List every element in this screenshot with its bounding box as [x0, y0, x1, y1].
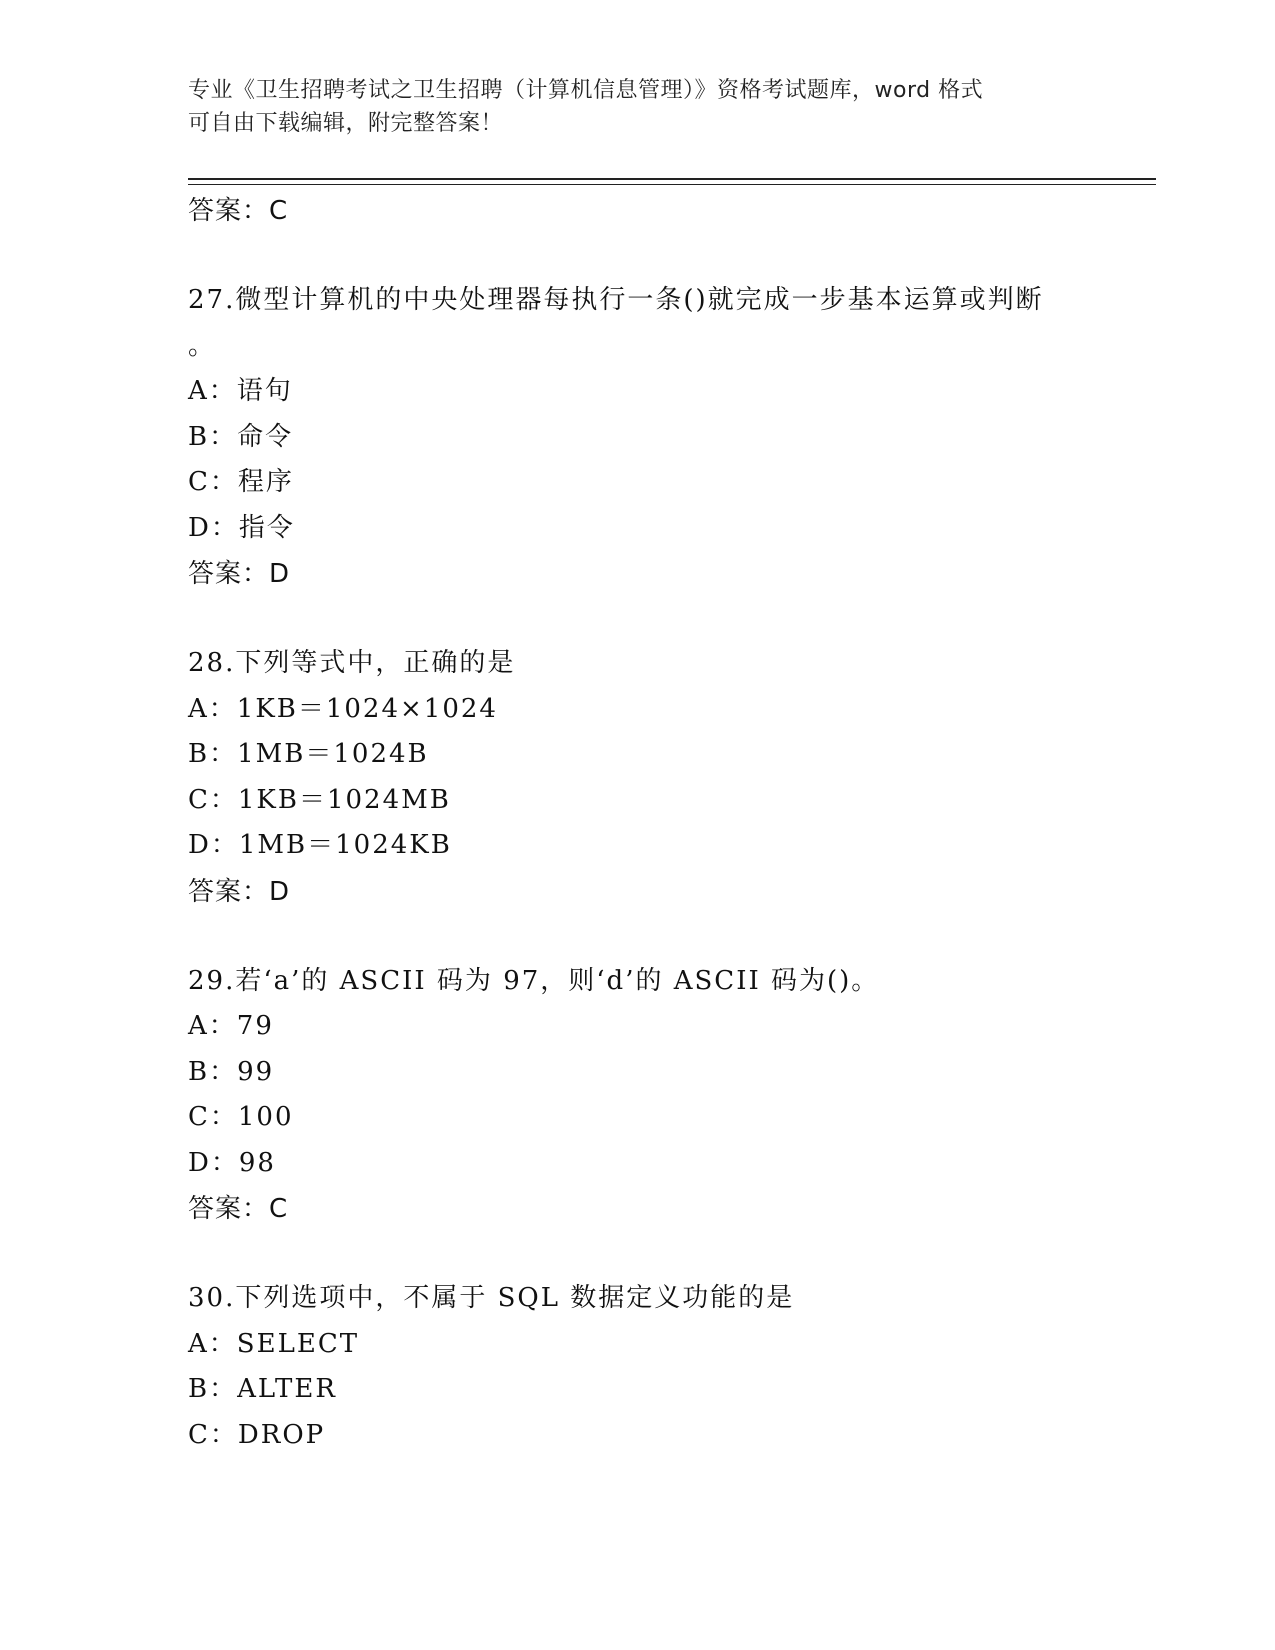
option-d: D：98	[188, 1147, 276, 1178]
question-title: 28.下列等式中，正确的是	[188, 648, 516, 678]
question-30	[188, 1276, 1088, 1458]
header-line-1: 专业《卫生招聘考试之卫生招聘（计算机信息管理）》资格考试题库，word 格式	[188, 78, 984, 103]
option-c: C：DROP	[188, 1419, 326, 1450]
question-28	[188, 641, 1088, 915]
header-divider-thick	[188, 178, 1156, 180]
question-title: 29.若‘a’的 ASCII 码为 97，则‘d’的 ASCII 码为()。	[188, 965, 880, 996]
option-c: C：100	[188, 1102, 294, 1132]
answer-line: 答案：C	[188, 1194, 289, 1224]
option-c: C：程序	[188, 467, 294, 497]
option-a: A：79	[188, 1011, 274, 1041]
option-b: B：1MB＝1024B	[188, 739, 429, 769]
option-a: A：SELECT	[188, 1328, 360, 1359]
option-a: A：1KB＝1024×1024	[188, 693, 498, 724]
option-b: B：命令	[188, 421, 294, 452]
header-line-2: 可自由下载编辑，附完整答案！	[188, 111, 504, 136]
question-title: 27.微型计算机的中央处理器每执行一条()就完成一步基本运算或判断	[188, 285, 1044, 315]
header-divider-thin	[188, 184, 1156, 185]
option-c: C：1KB＝1024MB	[188, 784, 451, 815]
answer-line: 答案：D	[188, 876, 291, 907]
answer-line: 答案：C	[188, 196, 289, 226]
question-27	[188, 278, 1088, 597]
question-title: 30.下列选项中，不属于 SQL 数据定义功能的是	[188, 1283, 795, 1313]
option-b: B：99	[188, 1056, 275, 1087]
option-d: D：指令	[188, 512, 295, 543]
option-b: B：ALTER	[188, 1374, 337, 1404]
option-d: D：1MB＝1024KB	[188, 830, 452, 860]
option-a: A：语句	[188, 376, 293, 406]
answer-line: 答案：D	[188, 559, 291, 589]
question-title-continuation: 。	[188, 330, 217, 361]
document-header	[188, 74, 1068, 140]
question-list	[188, 188, 1088, 1458]
question-29	[188, 959, 1088, 1233]
